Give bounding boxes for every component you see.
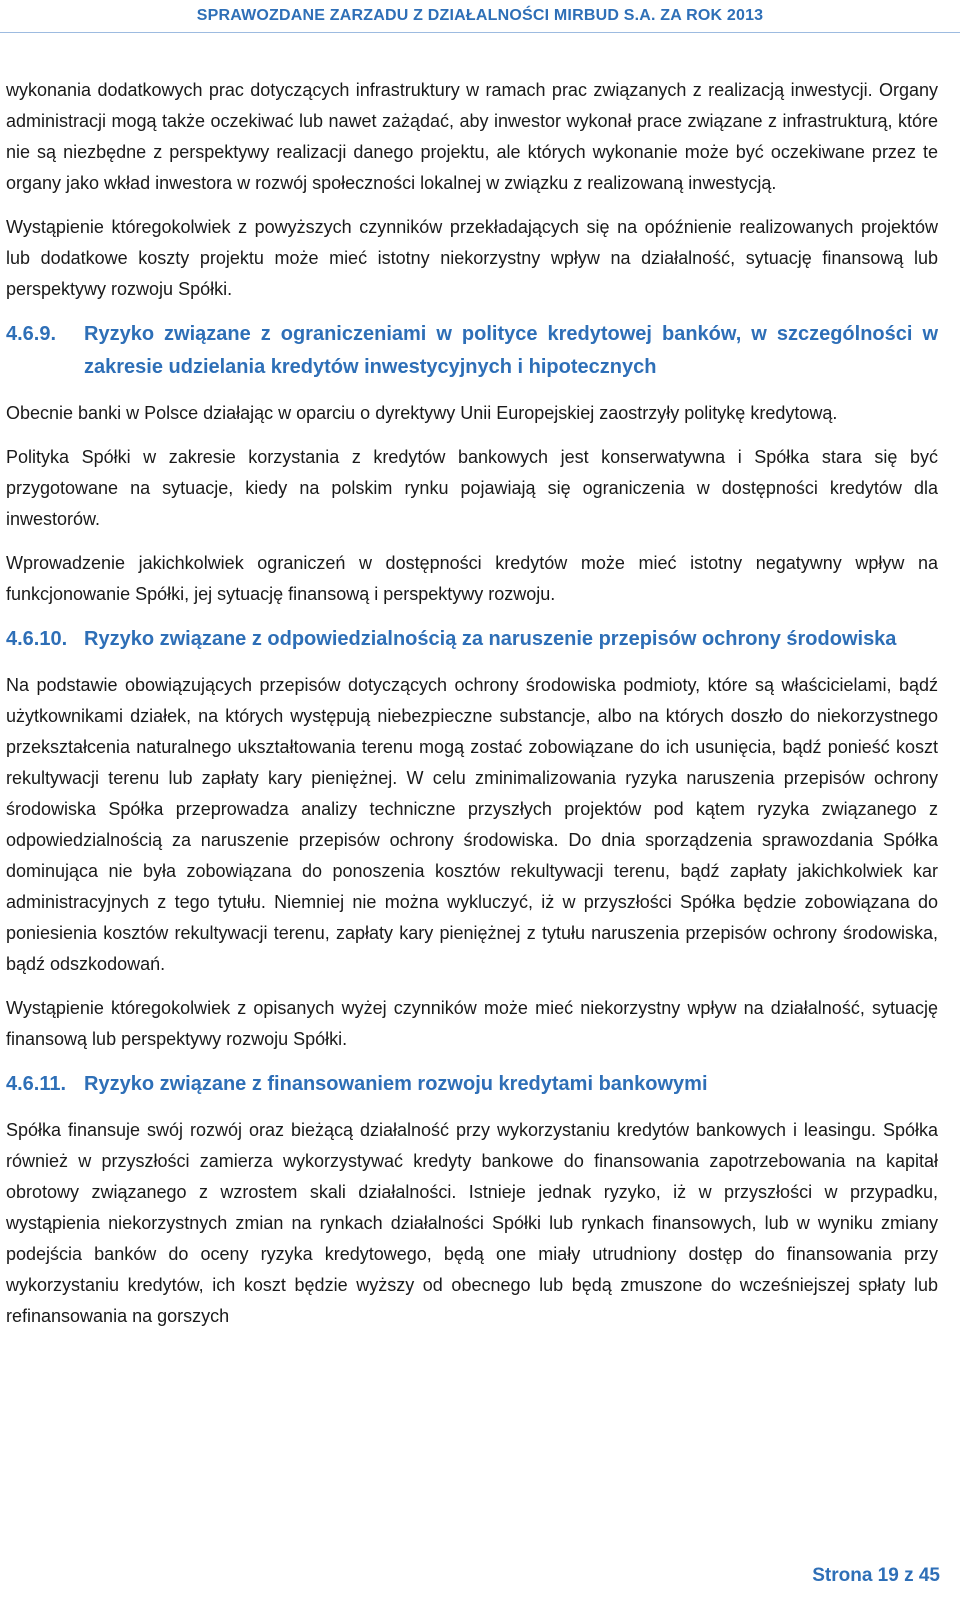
paragraph: Wprowadzenie jakichkolwiek ograniczeń w dostępności kredytów może mieć istotny negatywny wpływ na funkcjonowanie Spółki, jej sytuację finansową i perspektywy rozwoju.: [6, 553, 938, 604]
paragraph: Spółka finansuje swój rozwój oraz bieżącą działalność przy wykorzystaniu kredytów bankowych i leasingu. Spółka również w przyszłości zamierza wykorzystywać kredyty bankowe do finansowania zapotrzebowania na kapitał obrotowy związanego z wzrostem skali działalności. Istnieje jednak ryzyko, iż w przyszłości w przypadku, wystąpienia niekorzystnych zmian na rynkach działalności Spółki lub rynkach finansowych, lub w wyniku zmiany podejścia banków do oceny ryzyka kredytowego, będą one miały utrudniony dostęp do finansowania przy wykorzystaniu kredytów, ich koszt będzie wyższy od obecnego lub będą zmuszone do wcześniejszej spłaty lub refinansowania na gorszych: [6, 1120, 938, 1326]
section-heading-4-6-11: [6, 1068, 938, 1101]
section-heading-4-6-9: [6, 318, 938, 384]
running-header: SPRAWOZDANE ZARZADU Z DZIAŁALNOŚCI MIRBUD S.A. ZA ROK 2013: [0, 0, 960, 33]
section-title: Ryzyko związane z odpowiedzialnością za naruszenie przepisów ochrony środowiska: [84, 628, 897, 650]
paragraph: Polityka Spółki w zakresie korzystania z kredytów bankowych jest konserwatywna i Spółka stara się być przygotowane na sytuacje, kiedy na polskim rynku pojawiają się ograniczenia w dostępności kredytów dla inwestorów.: [6, 447, 938, 529]
section-number: 4.6.9.: [6, 323, 57, 345]
paragraph: wykonania dodatkowych prac dotyczących infrastruktury w ramach prac związanych z realizacją inwestycji. Organy administracji mogą także oczekiwać lub nawet zażądać, aby inwestor wykonał prace związane z infrastrukturą, które nie są niezbędne z perspektywy realizacji danego projektu, ale których wykonanie może być oczekiwane przez te organy jako wkład inwestora w rozwój społeczności lokalnej w związku z realizowaną inwestycją.: [6, 80, 938, 193]
document-body: [6, 33, 938, 1332]
section-heading-4-6-10: [6, 623, 938, 656]
section-number: 4.6.11.: [6, 1073, 67, 1095]
paragraph: Wystąpienie któregokolwiek z powyższych czynników przekładających się na opóźnienie realizowanych projektów lub dodatkowe koszty projektu może mieć istotny niekorzystny wpływ na działalność, sytuację finansową lub perspektywy rozwoju Spółki.: [6, 217, 938, 299]
paragraph: Obecnie banki w Polsce działając w oparciu o dyrektywy Unii Europejskiej zaostrzyły politykę kredytową.: [6, 403, 838, 423]
section-number: 4.6.10.: [6, 628, 68, 650]
section-title: Ryzyko związane z finansowaniem rozwoju kredytami bankowymi: [84, 1073, 708, 1095]
paragraph: Wystąpienie któregokolwiek z opisanych wyżej czynników może mieć niekorzystny wpływ na działalność, sytuację finansową lub perspektywy rozwoju Spółki.: [6, 998, 938, 1049]
page-number: Strona 19 z 45: [812, 1565, 940, 1586]
paragraph: Na podstawie obowiązujących przepisów dotyczących ochrony środowiska podmioty, które są właścicielami, bądź użytkownikami działek, na których występują niebezpieczne substancje, albo na których doszło do niekorzystnego przekształcenia naturalnego ukształtowania terenu mogą zostać zobowiązane do ich usunięcia, bądź ponieść koszt rekultywacji terenu lub zapłaty kary pieniężnej. W celu zminimalizowania ryzyka naruszenia przepisów ochrony środowiska Spółka przeprowadza analizy techniczne przyszłych projektów pod kątem ryzyka związanego z odpowiedzialnością za naruszenie przepisów ochrony środowiska. Do dnia sporządzenia sprawozdania Spółka dominująca nie była zobowiązana do ponoszenia kosztów rekultywacji terenu, bądź zapłaty jakichkolwiek kar administracyjnych z tego tytułu. Niemniej nie można wykluczyć, iż w przyszłości Spółka będzie zobowiązana do poniesienia kosztów rekultywacji terenu, zapłaty kary pieniężnej z tytułu naruszenia przepisów ochrony środowiska, bądź odszkodowań.: [6, 675, 938, 974]
section-title: Ryzyko związane z ograniczeniami w polityce kredytowej banków, w szczególności w zakresie udzielania kredytów inwestycyjnych i hipotecznych: [84, 323, 938, 378]
